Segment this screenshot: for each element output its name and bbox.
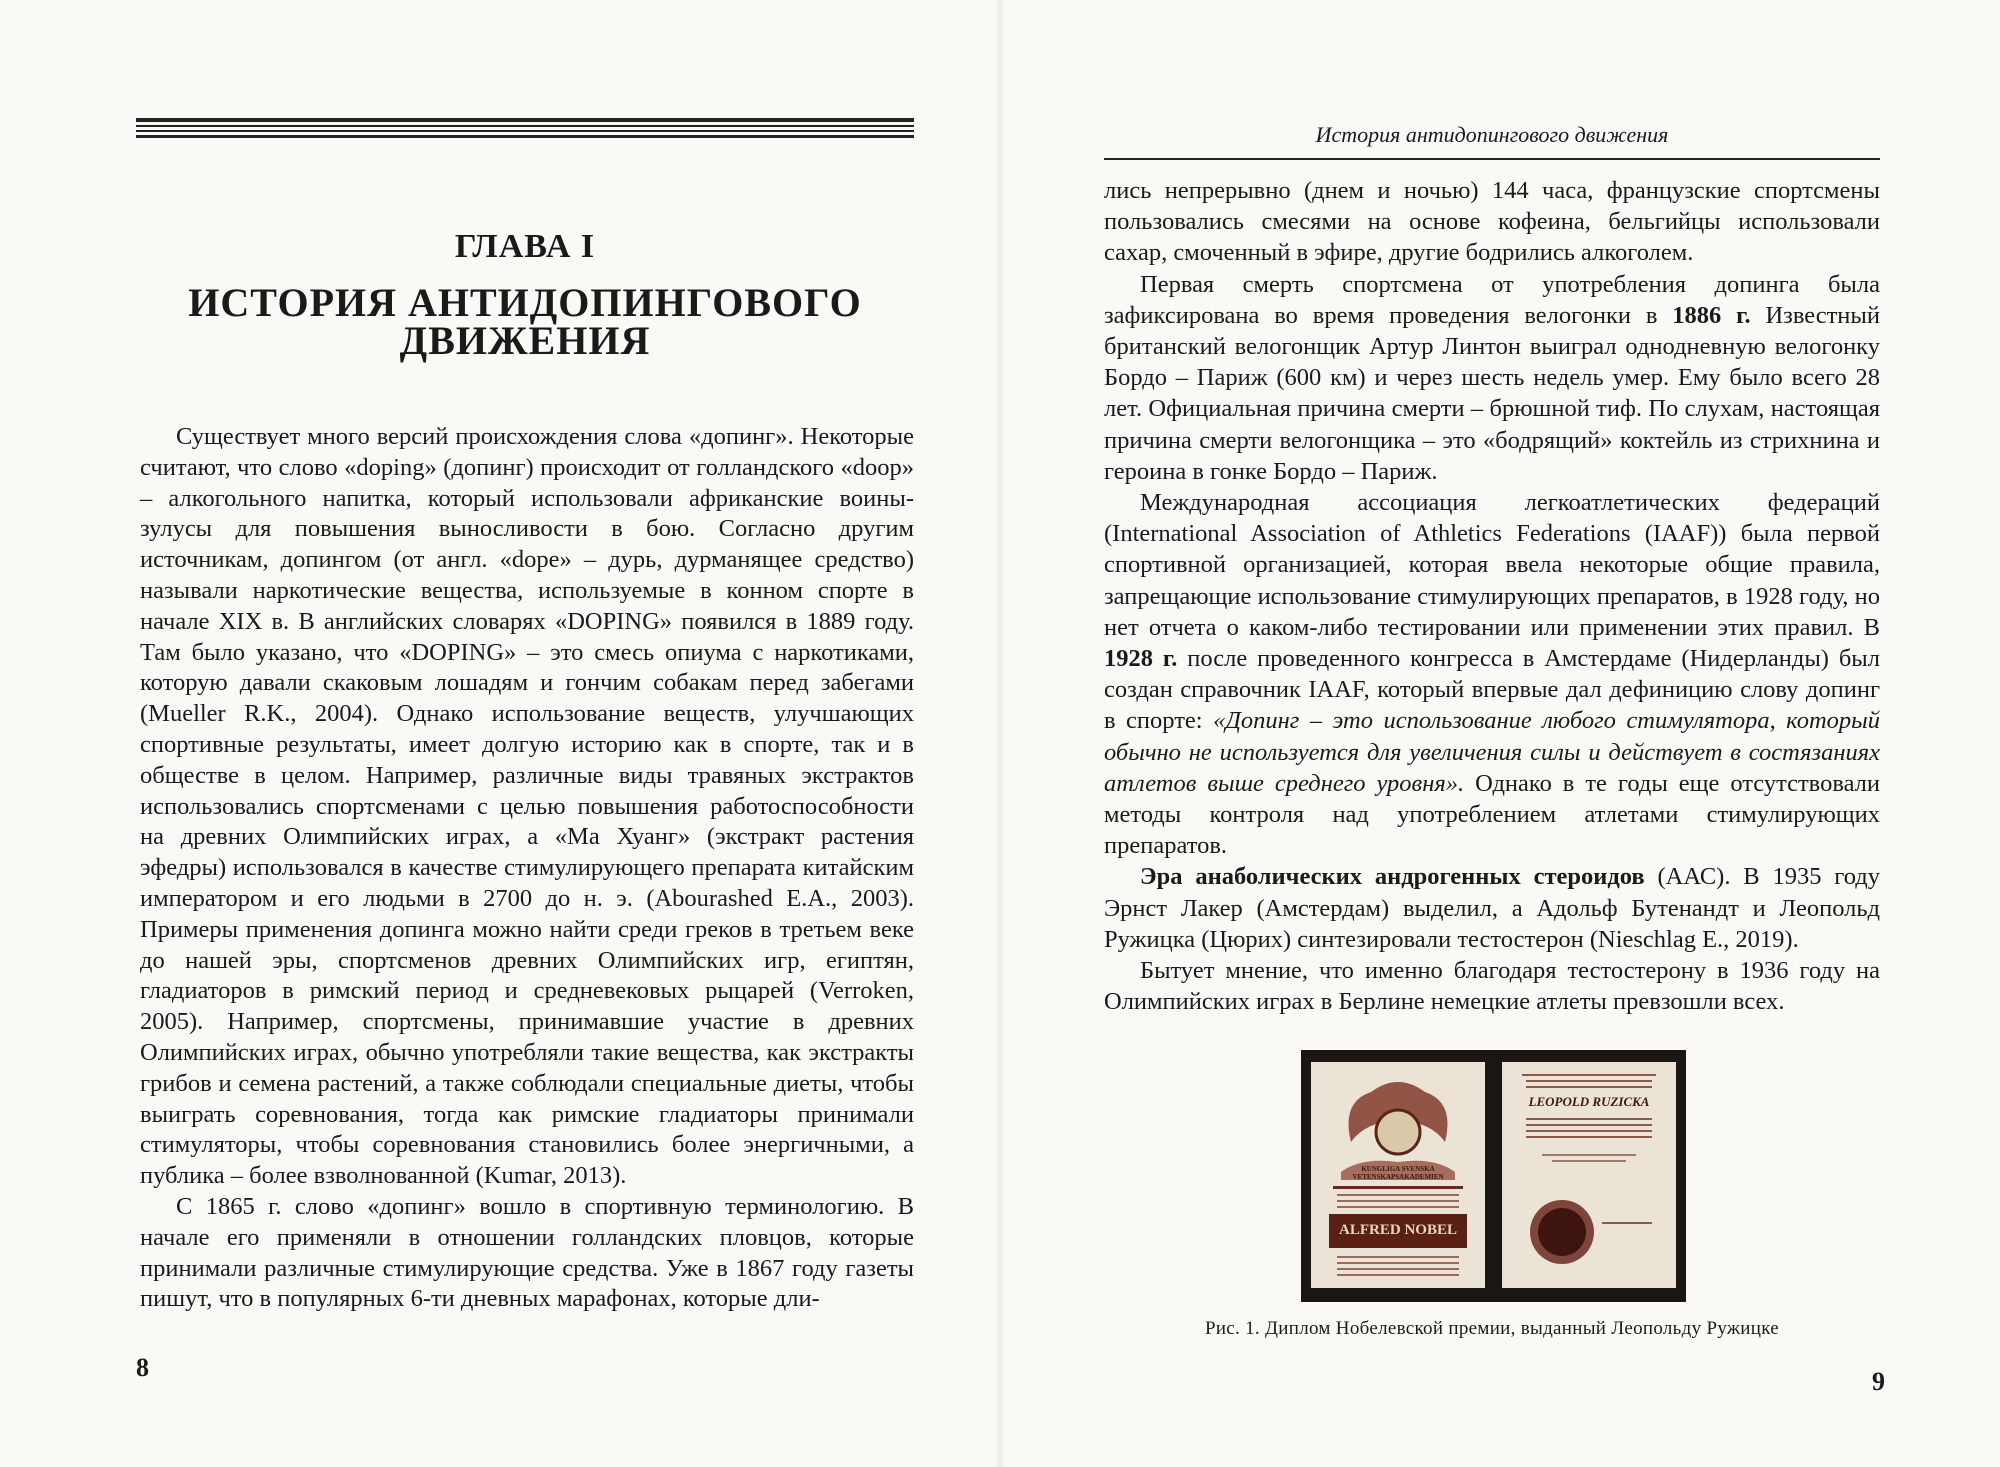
left-body-text [140, 422, 914, 1315]
paragraph: лись непрерывно (днем и ночью) 144 часа, французские спортсмены пользовались смесями на основе кофеина, бельгийцы использовали сахар, смоченный в эфире, другие бодрились алкоголем. [1104, 177, 1880, 267]
chapter-title [136, 280, 914, 363]
right-body-text [1104, 175, 1880, 1017]
bold-year: 1886 г. [1672, 301, 1751, 329]
diploma-laureate-name: LEOPOLD RUZICKA [1528, 1094, 1650, 1109]
running-head: История антидопингового движения [1315, 122, 1669, 147]
section-lead: Эра анаболических андрогенных стероидов [1140, 863, 1645, 891]
chapter-label: ГЛАВА I [454, 228, 596, 265]
page-number: 8 [136, 1353, 149, 1382]
paragraph: Первая смерть спортсмена от употребления допинга была зафиксирована во время проведения велогонки в 1886 г. Известный британский велогонщик Артур Линтон выиграл однодневную велогонку Бордо – Париж (600 км) и через шесть недель умер. Ему было всего 28 лет. Официальная причина смерти – брюшной тиф. По слухам, настоящая причина смерти велогонщика – это «бодрящий» коктейль из стрихнина и героина в гонке Бордо – Париж. [1104, 270, 1880, 485]
paragraph: Существует много версий происхождения слова «допинг». Некоторые считают, что слово «doping» (допинг) происходит от голландского «doop» – алкогольного напитка, который использовали африканские воины-зулусы для повышения выносливости в бою. Согласно другим источникам, допингом (от англ. «dope» – дурь, дурманящее средство) называли наркотические вещества, используемые в конном спорте в начале XIX в. В английских словарях «DOPING» появился в 1889 году. Там было указано, что «DOPING» – это смесь опиума с наркотиками, которую давали скаковым лошадям и гончим собакам перед забегами (Mueller R.K., 2004). Однако использование веществ, улучшающих спортивные результаты, имеет долгую историю как в спорте, так и в обществе в целом. Например, различные виды травяных экстрактов использовались спортсменами с целью повышения работоспособности на древних Олимпийских играх, а «Ма Хуанг» (экстракт растения эфедры) использовался в качестве стимулирующего препарата китайским императором и его людьми в 2700 до н. э. (Abourashed E.A., 2003). Примеры применения допинга можно найти среди греков в третьем веке до нашей эры, спортсменов древних Олимпийских игр, египтян, гладиаторов в римский период и средневековых рыцарей (Verroken, 2005). Например, спортсмены, принимавшие участие в древних Олимпийских играх, обычно употребляли такие вещества, как экстракты грибов и семена растений, а также соблюдали специальные диеты, чтобы выиграть соревнования, тогда как римские гладиаторы принимали стимуляторы, чтобы соревнования становились более энергичными, а публика – более взволнованной (Kumar, 2013). [140, 423, 914, 1190]
page-number: 9 [1872, 1367, 1885, 1396]
paragraph: С 1865 г. слово «допинг» вошло в спортивную терминологию. В начале его применяли в отношении голландских пловцов, которые принимали различные стимулирующие средства. Уже в 1867 году газеты пишут, что в популярных 6-ти дневных марафонах, которые дли- [140, 1192, 914, 1313]
figure-caption: Рис. 1. Диплом Нобелевской премии, выданный Леопольду Ружицке [1204, 1318, 1780, 1339]
diploma-left-name: ALFRED NOBEL [1339, 1222, 1457, 1238]
right-page [1000, 0, 2000, 1467]
doping-definition-quote: «Допинг – это использование любого стимулятора, который обычно не используется для увеличения силы и действует в состязаниях атлетов выше среднего уровня». [1104, 707, 1880, 797]
header-rule [1104, 158, 1880, 160]
paragraph: Эра анаболических андрогенных стероидов (ААС). В 1935 году Эрнст Лакер (Амстердам) выделил, а Адольф Бутенандт и Леопольд Ружицка (Цюрих) синтезировали тестостерон (Nieschlag E., 2019). [1104, 863, 1880, 953]
diploma-right-leaf [1502, 1062, 1676, 1288]
diploma-left-heading: KUNGLIGA SVENSKA VETENSKAPSAKADEMIEN [1352, 1165, 1444, 1181]
chapter-title-line-1: ИСТОРИЯ АНТИДОПИНГОВОГО [188, 280, 862, 325]
chapter-title-line-2: ДВИЖЕНИЯ [399, 318, 651, 363]
paragraph: Бытует мнение, что именно благодаря тестостерону в 1936 году на Олимпийских играх в Берлине немецкие атлеты превзошли всех. [1104, 957, 1880, 1016]
nobel-diploma-photo [1301, 1050, 1686, 1302]
bold-year: 1928 г. [1104, 645, 1178, 673]
chapter-rules [136, 118, 914, 141]
paragraph: Международная ассоциация легкоатлетических федераций (International Association of Athletics Federations (IAAF)) была первой спортивной организацией, которая ввела некоторые общие правила, запрещающие использование стимулирующих препаратов, в 1928 году, но нет отчета о каком-либо тестировании или применении этих правил. В 1928 г. после проведенного конгресса в Амстердаме (Нидерланды) был создан справочник IAAF, который впервые дал дефиницию слову допинг в спорте: «Допинг – это использование любого стимулятора, который обычно не используется для увеличения силы и действует в состязаниях атлетов выше среднего уровня». Однако в те годы еще отсутствовали методы контроля над употреблением атлетами стимулирующих препаратов. [1104, 489, 1880, 860]
diploma-left-leaf [1311, 1062, 1485, 1288]
